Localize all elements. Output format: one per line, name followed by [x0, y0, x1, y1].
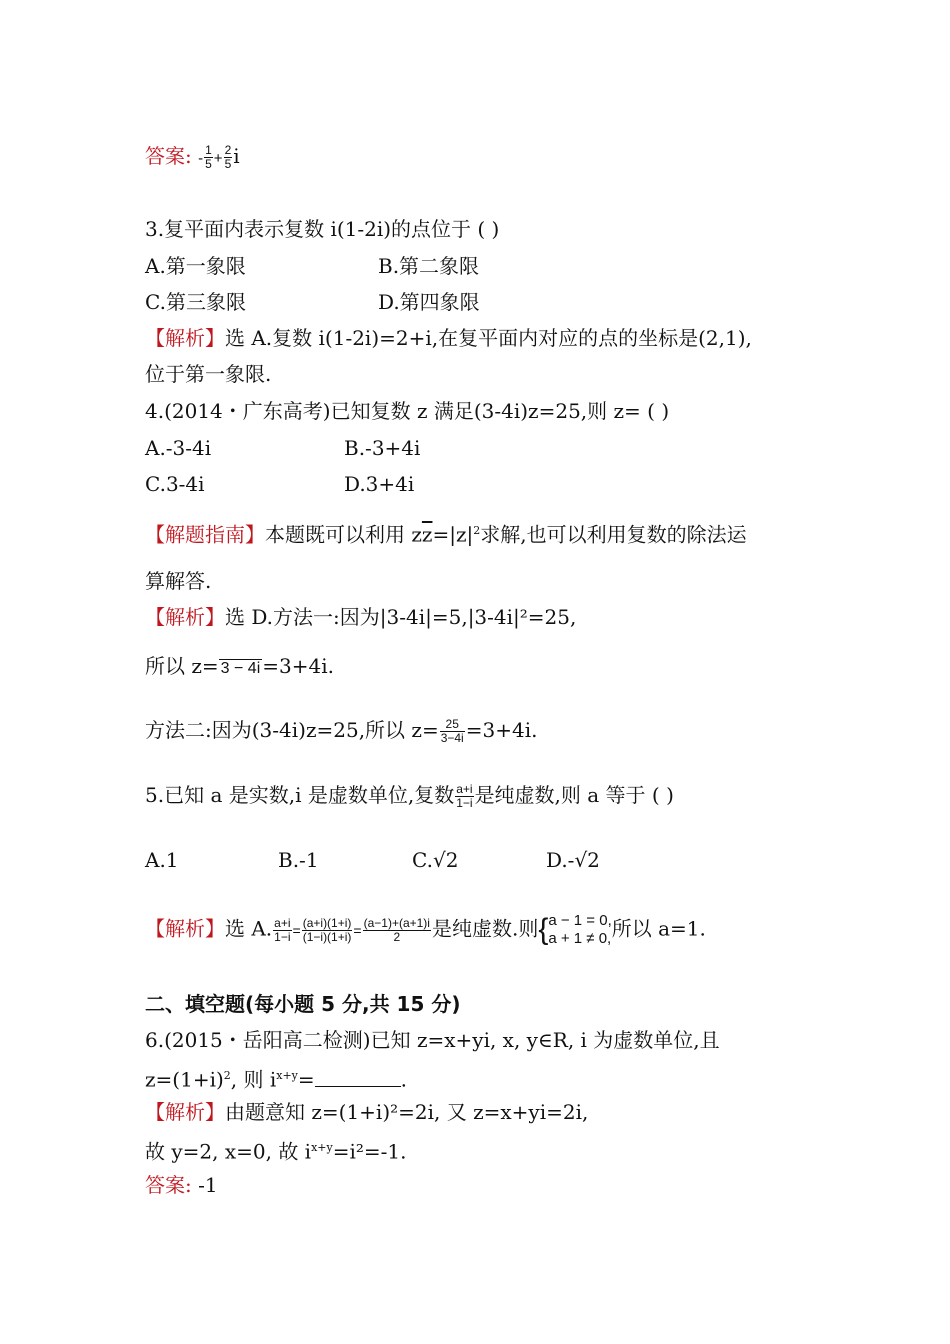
- q4-option-b: B.-3+4i: [344, 436, 421, 460]
- answer-blank[interactable]: [315, 1068, 401, 1087]
- previous-answer: 答案: - $\frac{1}{5}$ + $\frac{2}{5}$ i: [145, 143, 240, 171]
- q3-solution-line2: 位于第一象限.: [145, 362, 272, 386]
- solution-label: 【解析】: [145, 1100, 225, 1124]
- q5-option-c: C.√2: [412, 848, 459, 872]
- q6-stem-line2: $z=(1+i)^2$, 则 $i^{x+y}=$ .: [145, 1067, 408, 1092]
- fraction: $\frac{(a-1)+(a+1)i}{2}$: [363, 915, 430, 944]
- guide-label: 【解题指南】: [145, 522, 265, 547]
- solution-label: 【解析】: [145, 916, 225, 941]
- solution-label: 【解析】: [145, 605, 225, 629]
- q5-option-a: A.1: [145, 848, 179, 872]
- q4-solution-line1: 【解析】选 D.方法一:因为|3-4i|=5,|3-4i|²=25,: [145, 605, 577, 629]
- q6-solution-line1: 【解析】由题意知 z=(1+i)²=2i, 又 z=x+yi=2i,: [145, 1100, 589, 1124]
- q3-option-c: C.第三象限: [145, 290, 246, 314]
- q5-stem: 5.已知 a 是实数,i 是虚数单位,复数 $\frac{a+i}{1-i}$ 是纯虚数,则 a 等于 ( ): [145, 782, 674, 810]
- fraction: $\frac{25}{3-4i}$: [440, 717, 464, 745]
- fraction: $\frac{a+i}{1-i}$: [456, 782, 473, 810]
- q3-option-b: B.第二象限: [378, 254, 480, 278]
- fraction: $\frac{2}{5}$: [224, 143, 232, 171]
- solution-label: 【解析】: [145, 326, 225, 350]
- q4-solution-line2: 所以 z= 3 − 4i =3+4i.: [145, 654, 334, 678]
- q4-option-d: D.3+4i: [344, 472, 415, 496]
- q6-answer: [145, 1171, 218, 1199]
- q3-option-a: A.第一象限: [145, 254, 246, 278]
- q4-option-c: C.3-4i: [145, 472, 205, 496]
- condition-system: a − 1 = 0, a + 1 ≠ 0,: [548, 912, 612, 947]
- answer-label: 答案:: [145, 1173, 192, 1197]
- fraction: $\frac{(a+i)(1+i)}{(1-i)(1+i)}$: [302, 915, 352, 944]
- answer-label: 答案:: [145, 144, 192, 168]
- q5-solution: 【解析】选 A. $\frac{a+i}{1-i}$ = $\frac{(a+i)(1+i)}{(1-i)(1+i)}$ = $\frac{(a-1)+(a+1)i}{2}$ 是纯虚数.则{ a − 1 = 0, a + 1 ≠ 0, 所以 a=1.: [145, 912, 706, 947]
- q5-option-b: B.-1: [278, 848, 319, 872]
- conjugate-expression: 3 − 4i: [220, 660, 261, 677]
- q4-option-a: A.-3-4i: [145, 436, 212, 460]
- q3-option-d: D.第四象限: [378, 290, 480, 314]
- q3-stem: 3.复平面内表示复数 i(1-2i)的点位于 ( ): [145, 217, 500, 241]
- q4-solution-line3: 方法二:因为(3-4i)z=25,所以 z= $\frac{25}{3-4i}$ =3+4i.: [145, 717, 538, 745]
- fraction: $\frac{a+i}{1-i}$: [274, 915, 291, 944]
- q6-stem-line1: 6.(2015・岳阳高二检测)已知 z=x+yi, x, y∈R, i 为虚数单位,且: [145, 1028, 720, 1052]
- q4-guide-line2: 算解答.: [145, 569, 212, 593]
- q4-stem: 4.(2014・广东高考)已知复数 z 满足(3-4i)z=25,则 z= ( ): [145, 399, 670, 423]
- q3-solution-line1: 【解析】选 A.复数 i(1-2i)=2+i,在复平面内对应的点的坐标是(2,1),: [145, 326, 752, 350]
- answer-value: -1: [191, 1173, 218, 1197]
- section-title: 二、填空题(每小题 5 分,共 15 分): [145, 992, 461, 1016]
- q4-guide-line1: 【解题指南】本题既可以利用 $z\overline{z}=|z|^2$求解,也可以利用复数的除法运: [145, 522, 747, 547]
- q5-option-d: D.-√2: [546, 848, 600, 872]
- fraction: $\frac{1}{5}$: [205, 143, 212, 171]
- brace-icon: {: [538, 913, 549, 946]
- q6-solution-line2: 故 y=2, x=0, 故 $i^{x+y}=i^2=-1$.: [145, 1139, 407, 1164]
